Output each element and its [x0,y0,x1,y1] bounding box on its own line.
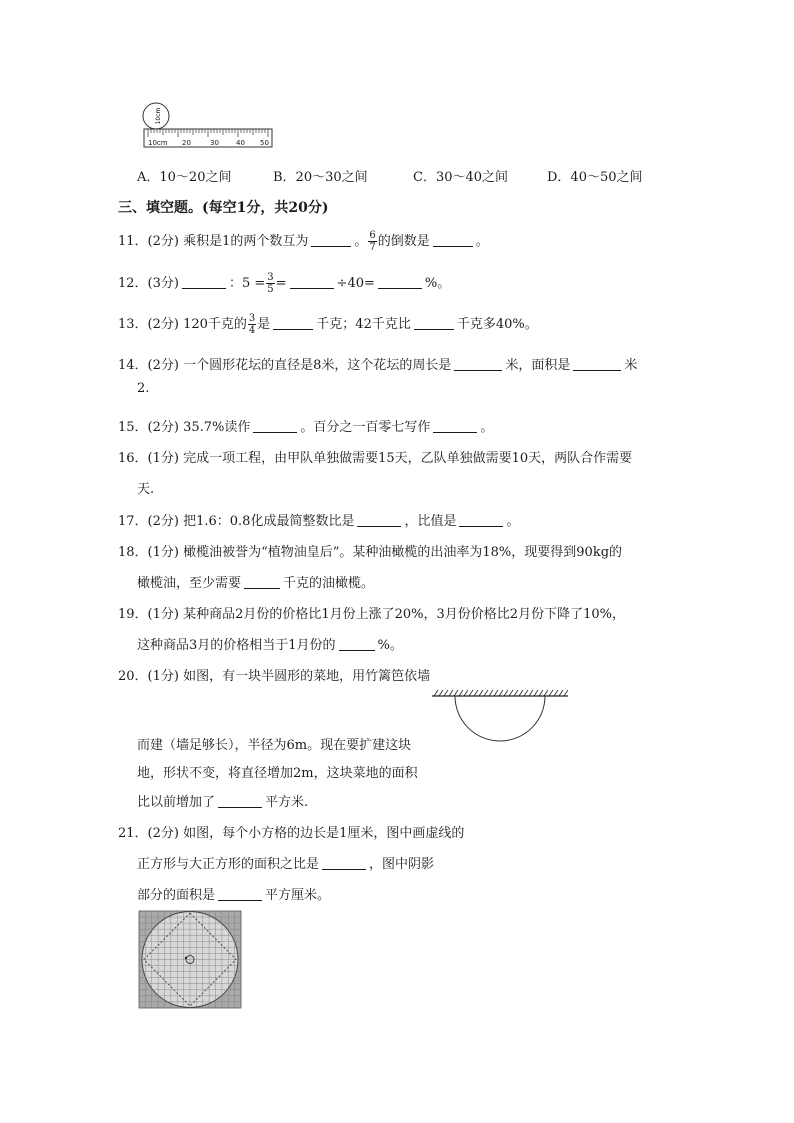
option-a[interactable]: A．10～20之间 [137,170,232,185]
q19-line2: 这种商品3月的价格相当于1月份的 %。 [137,638,403,653]
q21-blank-1[interactable] [322,857,366,870]
question-18: 18．(1分) 橄榄油被誉为“植物油皇后”。某种油橄榄的出油率为18%，现要得到90kg的 [118,545,623,560]
ruler-label-20: 20 [182,139,191,147]
q11-mid: 。 [354,234,368,249]
question-12: 12．(3分) ：5 = $\frac{3}{5}$ = ÷40= %。 [118,272,451,295]
q14-line2: 2. [137,381,150,396]
q21-blank-2[interactable] [218,888,262,901]
hatch-mark [504,690,508,696]
q19-blank[interactable] [339,638,375,651]
hatch-mark [534,690,538,696]
question-11: 11．(2分) 乘积是1的两个数互为 。 $\frac{6}{7}$ 的倒数是 。 [118,230,489,253]
q15-blank-2[interactable] [433,420,477,433]
q20-blank[interactable] [218,795,262,808]
hatch-mark [544,690,548,696]
q14-blank-2[interactable] [573,358,621,371]
hatch-mark [499,690,503,696]
q13-blank-2[interactable] [414,317,454,330]
hatch-mark [484,690,488,696]
q11-blank-2[interactable] [433,234,473,247]
q11-blank-1[interactable] [311,234,351,247]
q16-line2: 天. [137,482,155,497]
ruler-label-50: 50 [260,139,269,147]
q12-blank-2[interactable] [290,276,334,289]
hatch-mark [554,690,558,696]
hatch-mark [479,690,483,696]
semicircle-garden-figure [430,688,570,750]
ruler-label-40: 40 [236,139,245,147]
q11-after: 的倒数是 [377,234,430,249]
option-c[interactable]: C．30～40之间 [413,170,509,185]
q18-line2: 橄榄油，至少需要 千克的油橄榄。 [137,576,375,591]
q21-line3: 部分的面积是 平方厘米。 [137,888,331,903]
fraction-3-4: $\frac{3}{4}$ [248,313,256,336]
hatch-mark [549,690,553,696]
q15-blank-1[interactable] [253,420,297,433]
q12-blank-3[interactable] [378,276,422,289]
question-20: 20．(1分) 如图，有一块半圆形的菜地，用竹篱笆依墙 [118,669,431,684]
q17-blank-1[interactable] [357,514,401,527]
q11-text: 11．(2分) 乘积是1的两个数互为 [118,234,309,249]
hatch-mark [439,690,443,696]
q13-blank-1[interactable] [273,317,313,330]
ruler-figure [140,100,280,150]
center-dot [185,957,187,959]
hatch-mark [519,690,523,696]
fraction-3-5: $\frac{3}{5}$ [267,272,274,295]
hatch-mark [449,690,453,696]
reel-label: 10cm [155,107,162,125]
hatch-mark [514,690,518,696]
hatch-mark [509,690,513,696]
section-heading: 三、填空题。(每空1分，共20分) [118,200,329,216]
question-21: 21．(2分) 如图，每个小方格的边长是1厘米，图中画虚线的 [118,826,465,841]
question-17: 17．(2分) 把1.6：0.8化成最简整数比是 ，比值是 。 [118,514,520,529]
hatch-mark [454,690,458,696]
hatch-mark [474,690,478,696]
hatch-mark [524,690,528,696]
q14-blank-1[interactable] [454,358,502,371]
wall-hatch [434,690,568,696]
hatch-mark [444,690,448,696]
question-19: 19．(1分) 某种商品2月份的价格比1月份上涨了20%，3月份价格比2月份下降了10%， [118,607,625,622]
hatch-mark [539,690,543,696]
q20-line4: 比以前增加了 平方米. [137,795,309,810]
q21-line2: 正方形与大正方形的面积之比是 ，图中阴影 [137,857,435,872]
question-16: 16．(1分) 完成一项工程，由甲队单独做需要15天，乙队单独做需要10天，两队合作需要 [118,451,633,466]
hatch-mark [559,690,563,696]
hatch-mark [529,690,533,696]
hatch-mark [469,690,473,696]
q12-blank-1[interactable] [182,276,226,289]
hatch-mark [564,690,568,696]
option-d[interactable]: D．40～50之间 [547,170,643,185]
hatch-mark [494,690,498,696]
q20-line3: 地，形状不变，将直径增加2m，这块菜地的面积 [137,766,418,781]
grid-circle-figure [138,910,242,1010]
q17-blank-2[interactable] [459,514,503,527]
question-13: 13．(2分) 120千克的 $\frac{3}{4}$ 是 千克；42千克比 千克多40%。 [118,313,538,336]
question-15: 15．(2分) 35.7%读作 。百分之一百零七写作 。 [118,420,494,435]
hatch-mark [434,690,438,696]
hatch-mark [489,690,493,696]
q18-blank[interactable] [244,576,280,589]
fraction-6-7: $\frac{6}{7}$ [369,230,376,253]
question-14: 14．(2分) 一个圆形花坛的直径是8米，这个花坛的周长是 米，面积是 米 [118,358,638,373]
hatch-mark [459,690,463,696]
ruler-label-30: 30 [210,139,219,147]
semicircle-arc [455,696,545,741]
q20-line2: 而建（墙足够长），半径为6m。现在要扩建这块 [137,738,412,753]
hatch-mark [464,690,468,696]
ruler-label-10: 10cm [148,139,168,147]
option-b[interactable]: B．20～30之间 [273,170,368,185]
